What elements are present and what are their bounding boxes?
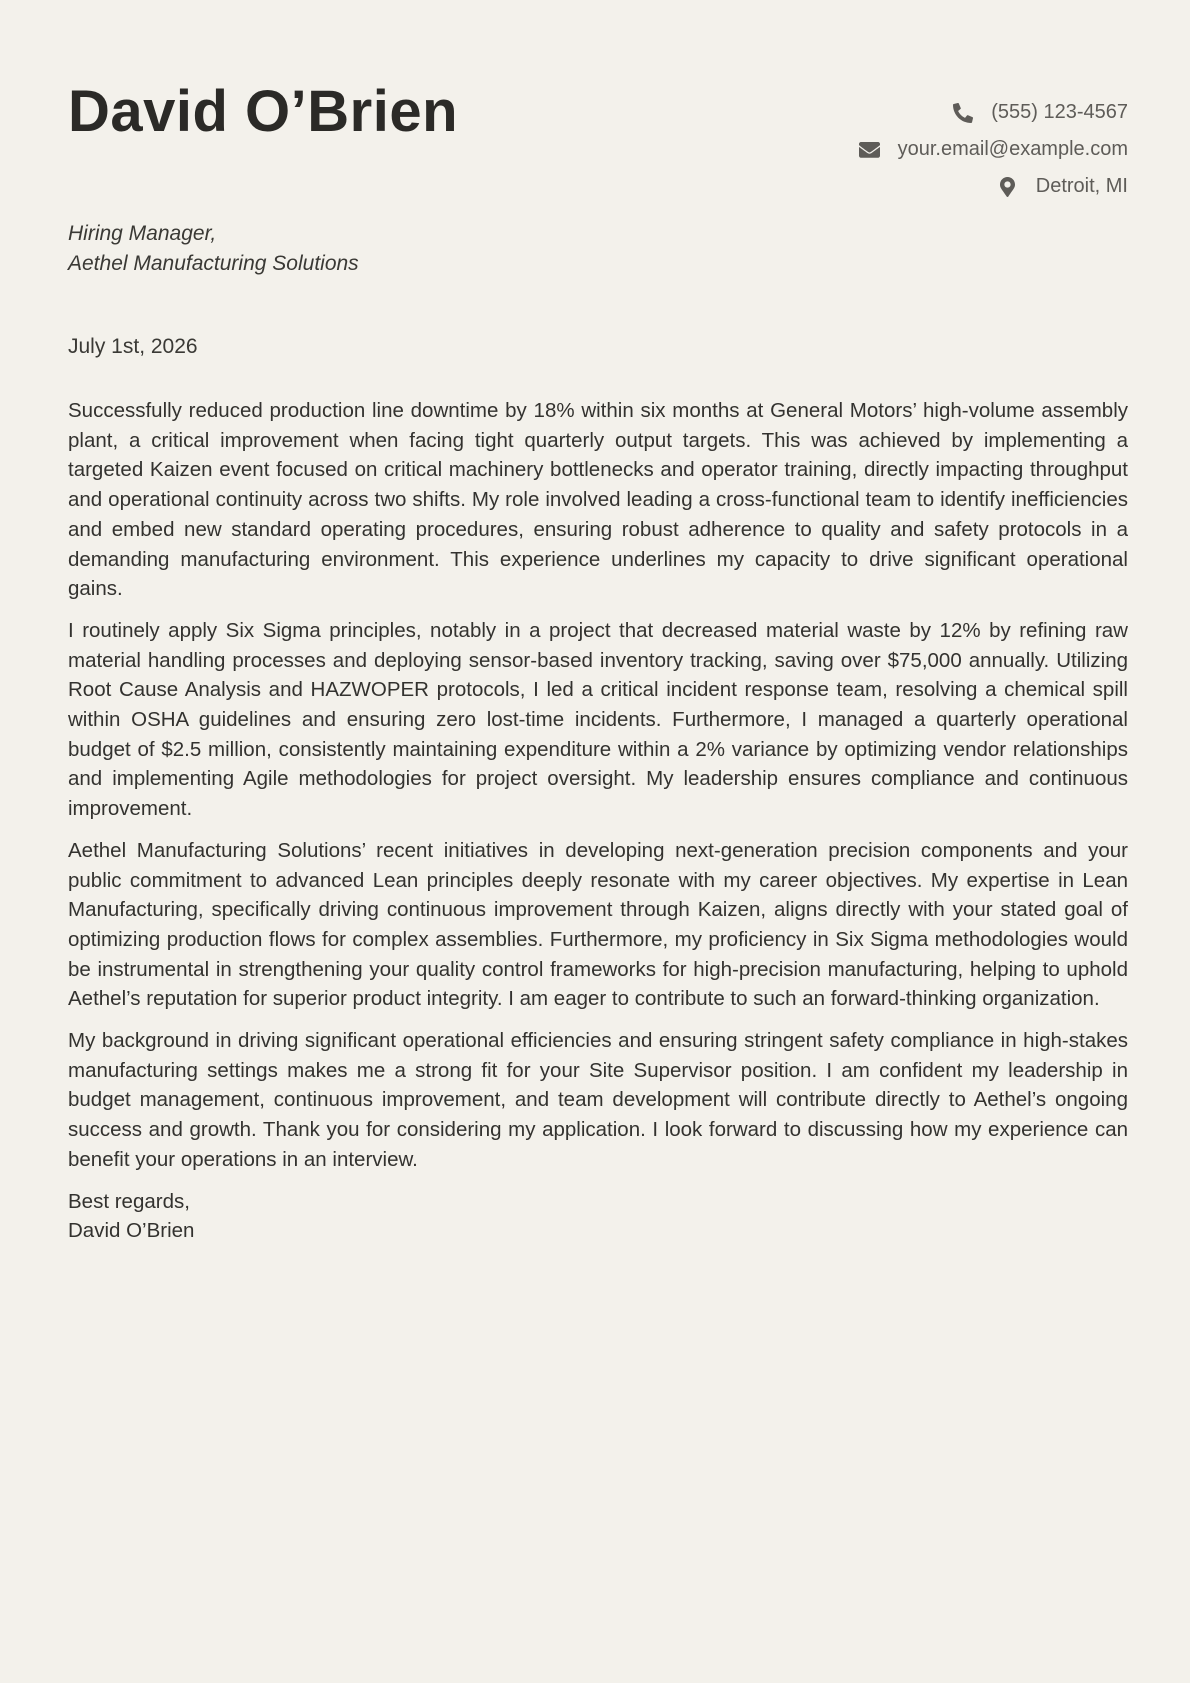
body-paragraph: I routinely apply Six Sigma principles, notably in a project that decreased material waste by 12% by refining raw material handling processes and deploying sensor-based inventory tracking, saving over $75,000 annually. Utilizing Root Cause Analysis and HAZWOPER protocols, I led a critical incident response team, resolving a chemical spill within OSHA guidelines and ensuring zero lost-time incidents. Furthermore, I managed a quarterly operational budget of $2.5 million, consistently maintaining expenditure within a 2% variance by optimizing vendor relationships and implementing Agile methodologies for project oversight. My leadership ensures compliance and continuous improvement. [68,618,1128,821]
recipient-block [68,219,359,279]
recipient-company: Aethel Manufacturing Solutions [68,252,359,275]
closing-block [68,1187,1128,1246]
closing-signature: David O’Brien [68,1219,195,1243]
contact-phone [858,94,1128,131]
letter-body [68,396,1128,1246]
contact-email [858,131,1128,168]
body-paragraph: My background in driving significant operational efficiencies and ensuring stringent safety compliance in high-stakes manufacturing settings makes me a strong fit for your Site Supervisor position. I am confident my leadership in budget management, continuous improvement, and team development will contribute directly to Aethel’s ongoing success and growth. Thank you for considering my application. I look forward to discussing how my experience can benefit your operations in an interview. [68,1029,1128,1171]
contact-location [858,168,1128,205]
applicant-name: David O’Brien [68,79,459,144]
map-pin-icon [996,175,1020,199]
recipient-title: Hiring Manager, [68,222,217,245]
body-paragraph: Successfully reduced production line downtime by 18% within six months at General Motors’ high-volume assembly plant, a critical improvement when facing tight quarterly output targets. This was achieved by implementing a targeted Kaizen event focused on critical machinery bottlenecks and operator training, directly impacting throughput and operational continuity across two shifts. My role involved leading a cross-functional team to identify inefficiencies and embed new standard operating procedures, ensuring robust adherence to quality and safety protocols in a demanding manufacturing environment. This experience underlines my capacity to drive significant operational gains. [68,399,1128,601]
contact-block [858,94,1128,205]
body-paragraph: Aethel Manufacturing Solutions’ recent initiatives in developing next-generation precision components and your public commitment to advanced Lean principles deeply resonate with my career objectives. My expertise in Lean Manufacturing, specifically driving continuous improvement through Kaizen, aligns directly with your stated goal of optimizing production flows for complex assemblies. Furthermore, my proficiency in Six Sigma methodologies would be instrumental in strengthening your quality control frameworks for high-precision manufacturing, helping to uphold Aethel’s reputation for superior product integrity. I am eager to contribute to such an forward-thinking organization. [68,838,1128,1011]
phone-text: (555) 123-4567 [991,101,1128,123]
letter-header [68,0,1128,200]
envelope-icon [858,138,882,162]
email-text: your.email@example.com [897,138,1128,160]
letter-date: July 1st, 2026 [68,335,198,358]
closing-salutation: Best regards, [68,1189,190,1213]
phone-icon [951,101,975,125]
cover-letter-page [68,0,1128,1683]
location-text: Detroit, MI [1035,175,1128,197]
